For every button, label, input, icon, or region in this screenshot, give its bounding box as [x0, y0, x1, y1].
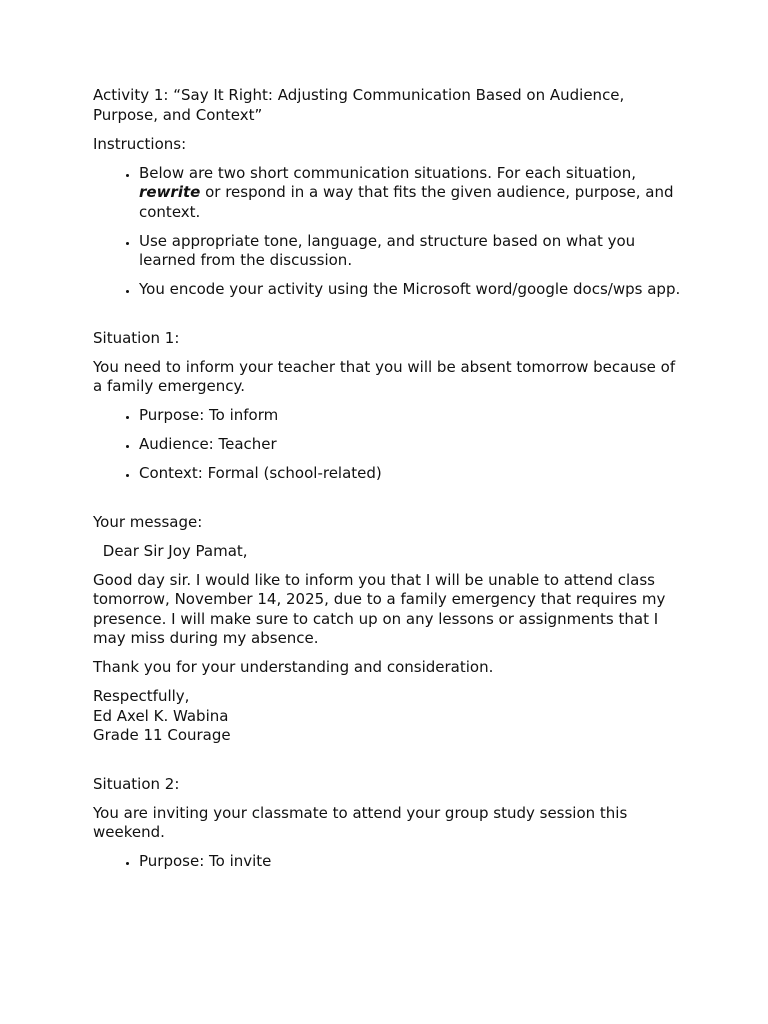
- activity-title: Activity 1: “Say It Right: Adjusting Communication Based on Audience, Purpose, and Context”: [93, 86, 625, 124]
- situation1-description: You need to inform your teacher that you will be absent tomorrow because of a family emergency.: [93, 357, 676, 395]
- spacer: [93, 309, 683, 329]
- letter-salutation: Dear Sir Joy Pamat,: [98, 541, 248, 560]
- instruction-item: • Use appropriate tone, language, and structure based on what you learned from the discussion.: [139, 232, 683, 271]
- situation1-details: [93, 406, 683, 484]
- document-page: [93, 86, 683, 881]
- letter-signature: [93, 687, 683, 746]
- detail-item: • Context: Formal (school-related): [139, 464, 683, 484]
- instruction-item: • Below are two short communication situations. For each situation, rewrite or respond in a way that fits the given audience, purpose, and context.: [139, 164, 683, 223]
- signer-section: Grade 11 Courage: [93, 726, 231, 744]
- instructions-heading: Instructions:: [93, 134, 187, 153]
- emphasis-text: rewrite: [139, 183, 201, 201]
- detail-item: • Purpose: To inform: [139, 406, 683, 426]
- situation2-description: You are inviting your classmate to attend your group study session this weekend.: [93, 803, 628, 841]
- instructions-list: [93, 164, 683, 300]
- instruction-item: • You encode your activity using the Microsoft word/google docs/wps app.: [139, 280, 683, 300]
- detail-item: • Audience: Teacher: [139, 435, 683, 455]
- spacer: [93, 493, 683, 513]
- detail-item: • Purpose: To invite: [139, 852, 683, 872]
- situation1-heading: Situation 1:: [93, 328, 180, 347]
- signer-name: Ed Axel K. Wabina: [93, 706, 229, 725]
- letter-thanks: Thank you for your understanding and consideration.: [93, 658, 494, 676]
- situation2-details: [93, 852, 683, 872]
- message-label: Your message:: [93, 512, 203, 531]
- situation2-heading: Situation 2:: [93, 774, 180, 793]
- letter-body: Good day sir. I would like to inform you that I will be unable to attend class tomorrow, November 14, 2025, due to a family emergency that requires my presence. I will make sure to catch up on any lessons or assignments that I may miss during my absence.: [93, 570, 666, 647]
- letter-closing: Respectfully,: [93, 687, 190, 705]
- spacer: [93, 755, 683, 775]
